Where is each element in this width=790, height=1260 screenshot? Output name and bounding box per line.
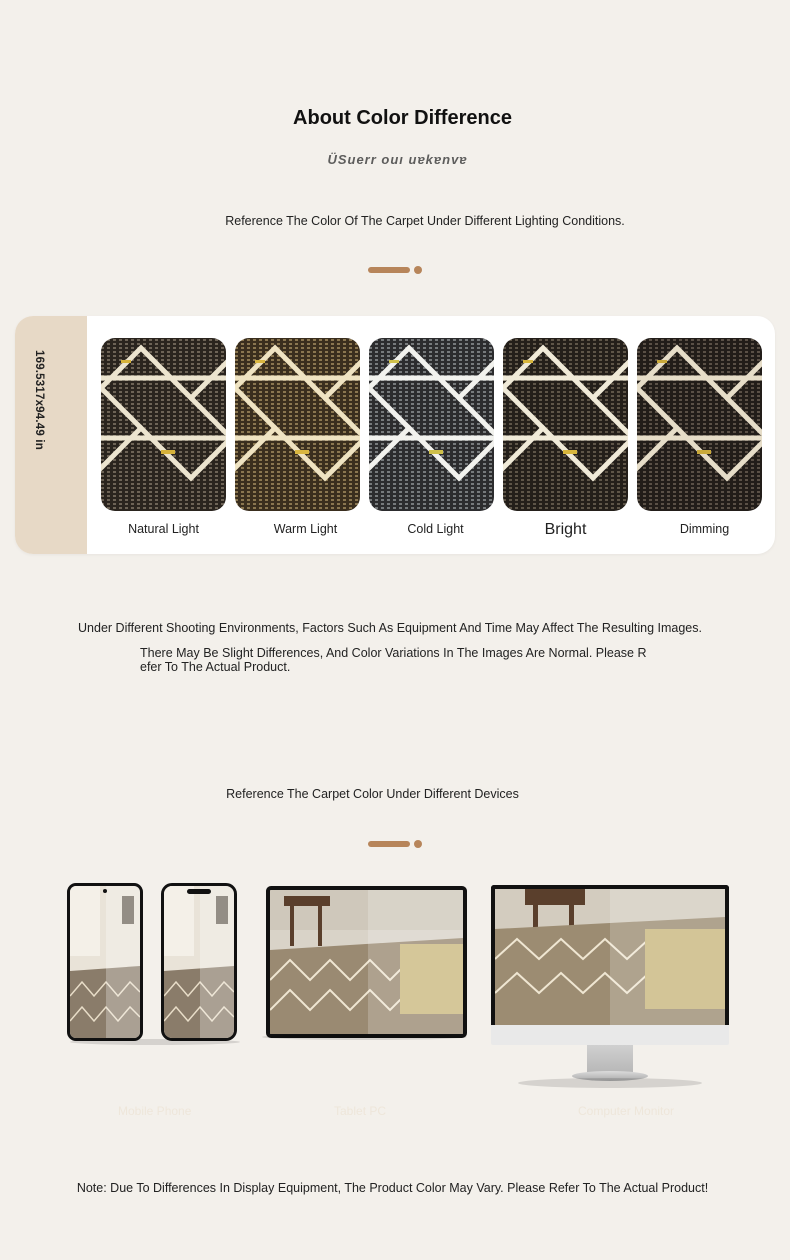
tablet-device — [266, 886, 467, 1038]
caption-tablet: Tablet PC — [334, 1104, 387, 1118]
size-side-panel — [15, 316, 87, 554]
rug-texture-image — [235, 338, 360, 511]
phone-device-2 — [161, 883, 237, 1041]
footer-note: Note: Due To Differences In Display Equipment, The Product Color May Vary. Please Refer To The Actual Product! — [76, 1181, 709, 1195]
rug-texture-image — [369, 338, 494, 511]
section-divider — [368, 267, 424, 273]
phone-device-1 — [67, 883, 143, 1041]
swatch-cold-light — [369, 338, 494, 511]
tablet-shadow — [262, 1034, 467, 1040]
rug-texture-image — [101, 338, 226, 511]
section-divider — [368, 841, 424, 847]
phones-shadow — [70, 1039, 240, 1045]
swatch-label-warm-light: Warm Light — [273, 522, 338, 536]
swatch-dimming — [637, 338, 762, 511]
notice-line-2: There May Be Slight Differences, And Color Variations In The Images Are Normal. Please R efer To The Actual Product. — [140, 646, 647, 674]
lighting-lead-text: Reference The Color Of The Carpet Under Different Lighting Conditions. — [225, 214, 625, 228]
room-scene-image — [164, 886, 234, 1038]
swatch-label-cold-light: Cold Light — [407, 522, 464, 536]
devices-lead-text: Reference The Carpet Color Under Different Devices — [226, 787, 519, 801]
size-label: 169.5317x94.49 in — [33, 350, 45, 450]
swatch-label-dimming: Dimming — [679, 522, 730, 536]
notice-line-1: Under Different Shooting Environments, Factors Such As Equipment And Time May Affect The Resulting Images. — [78, 621, 702, 635]
page-subtitle: ÜSuerr ouı uɐkɐnvɐ — [327, 152, 468, 167]
swatch-label-bright: Bright — [544, 521, 587, 538]
caption-phone: Mobile Phone — [118, 1104, 192, 1118]
swatch-natural-light — [101, 338, 226, 511]
lighting-comparison-card — [15, 316, 775, 554]
monitor-chin — [491, 1025, 729, 1045]
swatch-warm-light — [235, 338, 360, 511]
swatch-label-natural-light: Natural Light — [128, 522, 199, 536]
rug-texture-image — [503, 338, 628, 511]
caption-monitor: Computer Monitor — [578, 1104, 675, 1118]
monitor-screen — [491, 885, 729, 1025]
room-scene-image — [270, 890, 463, 1034]
page-title: About Color Difference — [293, 107, 512, 129]
rug-texture-image — [637, 338, 762, 511]
room-scene-image — [70, 886, 140, 1038]
swatch-bright — [503, 338, 628, 511]
room-scene-image — [495, 889, 725, 1025]
monitor-shadow — [518, 1078, 702, 1088]
